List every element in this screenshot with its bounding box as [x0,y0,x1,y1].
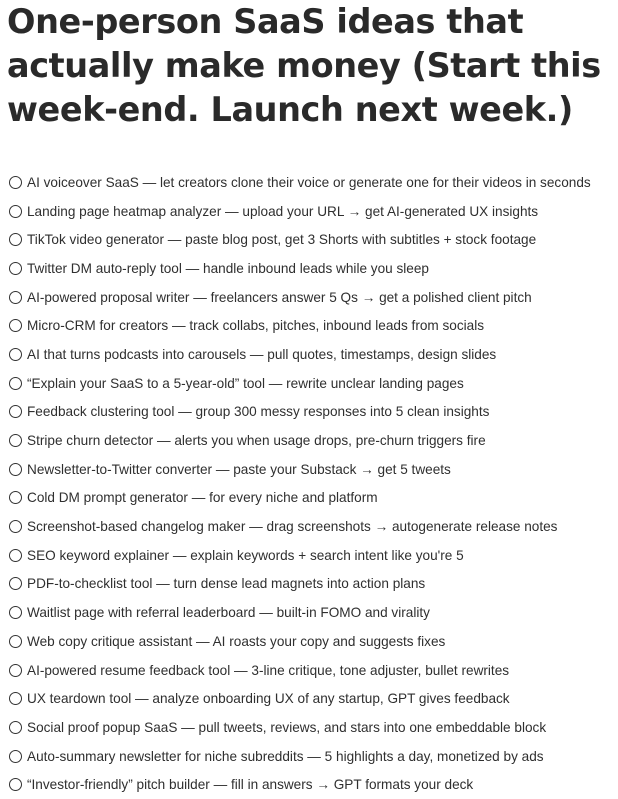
checklist-item-label: Twitter DM auto-reply tool — handle inbound leads while you sleep [27,260,429,276]
checklist-item-label: Screenshot-based changelog maker — drag screenshots → autogenerate release notes [27,519,558,535]
checklist-item-label: Cold DM prompt generator — for every niche and platform [27,490,378,506]
checklist-item-label: “Investor-friendly” pitch builder — fill in answers → GPT formats your deck [27,777,474,793]
checklist-item [9,656,618,685]
checklist-item-label: Micro-CRM for creators — track collabs, pitches, inbound leads from socials [27,318,485,334]
checkbox-circle-icon[interactable] [9,721,22,734]
checklist-item-label: Waitlist page with referral leaderboard — built-in FOMO and virality [27,605,430,621]
checklist-item-label: Stripe churn detector — alerts you when usage drops, pre-churn triggers fire [27,433,486,449]
checklist-item-label: Social proof popup SaaS — pull tweets, reviews, and stars into one embeddable block [27,719,547,735]
checklist-item [9,541,618,570]
checklist-item-label: Landing page heatmap analyzer — upload your URL → get AI-generated UX insights [27,203,539,219]
checklist-item-label: AI that turns podcasts into carousels — pull quotes, timestamps, design slides [27,346,497,362]
checkbox-circle-icon[interactable] [9,233,22,246]
checklist-item [9,713,618,742]
checklist-item [9,512,618,541]
checkbox-circle-icon[interactable] [9,205,22,218]
checkbox-circle-icon[interactable] [9,319,22,332]
checkbox-circle-icon[interactable] [9,405,22,418]
checkbox-circle-icon[interactable] [9,664,22,677]
checkbox-circle-icon[interactable] [9,606,22,619]
checklist-item [9,369,618,398]
checklist-item-label: TikTok video generator — paste blog post, get 3 Shorts with subtitles + stock footage [27,232,537,248]
checkbox-circle-icon[interactable] [9,750,22,763]
checklist-item [9,426,618,455]
checklist-item-label: UX teardown tool — analyze onboarding UX of any startup, GPT gives feedback [27,691,510,707]
checklist-item [9,197,618,226]
checklist-item [9,340,618,369]
checklist-item-label: Newsletter-to-Twitter converter — paste your Substack → get 5 tweets [27,461,451,477]
checklist-item-label: PDF-to-checklist tool — turn dense lead magnets into action plans [27,576,426,592]
checkbox-circle-icon[interactable] [9,262,22,275]
checklist-item [9,598,618,627]
page-title: One-person SaaS ideas that actually make money (Start this week-end. Launch next week.) [7,2,601,129]
checkbox-circle-icon[interactable] [9,377,22,390]
checklist-item-label: AI-powered resume feedback tool — 3-line critique, tone adjuster, bullet rewrites [27,662,510,678]
checklist-item [9,684,618,713]
checklist-item [9,570,618,599]
checkbox-circle-icon[interactable] [9,463,22,476]
checklist-item [9,484,618,513]
checklist-item [9,398,618,427]
checkbox-circle-icon[interactable] [9,692,22,705]
checklist-item [9,627,618,656]
checklist-item [9,225,618,254]
checklist-item-label: “Explain your SaaS to a 5-year-old” tool — rewrite unclear landing pages [27,375,464,391]
checklist-item-label: Auto-summary newsletter for niche subreddits — 5 highlights a day, monetized by ads [27,748,544,764]
checkbox-circle-icon[interactable] [9,348,22,361]
checklist-item [9,455,618,484]
checkbox-circle-icon[interactable] [9,491,22,504]
checkbox-circle-icon[interactable] [9,176,22,189]
checkbox-circle-icon[interactable] [9,778,22,791]
checklist-item-label: Feedback clustering tool — group 300 messy responses into 5 clean insights [27,404,490,420]
checklist-item [9,742,618,771]
checkbox-circle-icon[interactable] [9,549,22,562]
checklist-item-label: AI voiceover SaaS — let creators clone their voice or generate one for their videos in seconds [27,174,591,190]
checklist-item [9,168,618,197]
checkbox-circle-icon[interactable] [9,635,22,648]
checklist-item [9,311,618,340]
checklist [9,168,618,799]
checklist-item-label: SEO keyword explainer — explain keywords + search intent like you're 5 [27,547,464,563]
checklist-item-label: Web copy critique assistant — AI roasts your copy and suggests fixes [27,633,446,649]
checklist-item [9,254,618,283]
checkbox-circle-icon[interactable] [9,520,22,533]
checklist-item [9,283,618,312]
checkbox-circle-icon[interactable] [9,291,22,304]
checklist-item-label: AI-powered proposal writer — freelancers answer 5 Qs → get a polished client pitch [27,289,532,305]
checkbox-circle-icon[interactable] [9,577,22,590]
checkbox-circle-icon[interactable] [9,434,22,447]
